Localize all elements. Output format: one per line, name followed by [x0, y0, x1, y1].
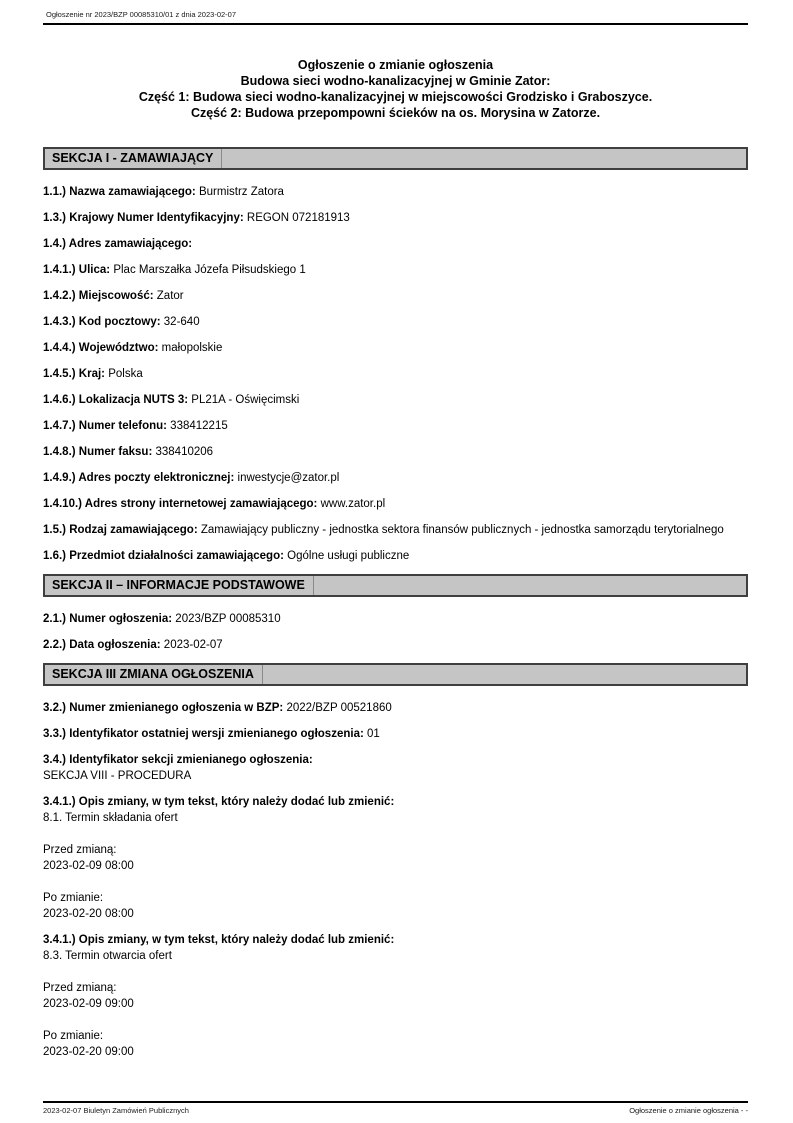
field-label: 1.4.2.) Miejscowość:: [43, 290, 154, 302]
field-1-4-2: [43, 288, 748, 304]
field-value: 01: [367, 728, 380, 740]
document-footer: [43, 1101, 748, 1115]
field-label: 1.4.9.) Adres poczty elektronicznej:: [43, 472, 235, 484]
field-1-4-1: [43, 262, 748, 278]
before-change-value: 2023-02-09 08:00: [43, 860, 134, 872]
change-description: 8.1. Termin składania ofert: [43, 812, 178, 824]
section-heading-fill: [314, 576, 746, 595]
field-2-2: [43, 637, 748, 653]
field-1-1: [43, 184, 748, 200]
section-heading-label: SEKCJA II – INFORMACJE PODSTAWOWE: [45, 576, 314, 595]
before-change-label: Przed zmianą:: [43, 844, 117, 856]
field-1-4-10: [43, 496, 748, 512]
change-description: 8.3. Termin otwarcia ofert: [43, 950, 172, 962]
field-value: 338412215: [170, 420, 228, 432]
field-label: 1.4.5.) Kraj:: [43, 368, 105, 380]
field-value: Ogólne usługi publiczne: [287, 550, 410, 562]
field-value: 32-640: [163, 316, 200, 328]
title-line-2: Budowa sieci wodno-kanalizacyjnej w Gminie Zator:: [240, 74, 551, 88]
field-label: 1.4.7.) Numer telefonu:: [43, 420, 167, 432]
field-label: 3.3.) Identyfikator ostatniej wersji zmienianego ogłoszenia:: [43, 728, 364, 740]
title-line-3: Część 1: Budowa sieci wodno-kanalizacyjnej w miejscowości Grodzisko i Graboszyce.: [138, 90, 653, 104]
section-heading-3: [43, 663, 748, 686]
field-value: Plac Marszałka Józefa Piłsudskiego 1: [113, 264, 306, 276]
field-1-4: [43, 236, 748, 252]
blank-line: [43, 964, 748, 980]
document-title: [43, 57, 748, 121]
field-label: 1.4.10.) Adres strony internetowej zamawiającego:: [43, 498, 318, 510]
field-value: 2023/BZP 00085310: [175, 613, 281, 625]
field-label: 1.4.4.) Województwo:: [43, 342, 159, 354]
field-label: 2.2.) Data ogłoszenia:: [43, 639, 161, 651]
document-header-note: Ogłoszenie nr 2023/BZP 00085310/01 z dnia 2023-02-07: [46, 10, 237, 19]
section-heading-label: SEKCJA III ZMIANA OGŁOSZENIA: [45, 665, 263, 684]
field-value: 2022/BZP 00521860: [286, 702, 392, 714]
field-value: inwestycje@zator.pl: [237, 472, 340, 484]
after-change-value: 2023-02-20 09:00: [43, 1046, 134, 1058]
footer-rule: [43, 1101, 748, 1103]
after-change-value: 2023-02-20 08:00: [43, 908, 134, 920]
field-1-6: [43, 548, 748, 564]
after-change-label: Po zmianie:: [43, 892, 104, 904]
section-heading-2: [43, 574, 748, 597]
field-label: 3.4.) Identyfikator sekcji zmienianego ogłoszenia:: [43, 754, 313, 766]
field-3-4: [43, 752, 748, 784]
field-label: 3.2.) Numer zmienianego ogłoszenia w BZP:: [43, 702, 284, 714]
field-1-4-7: [43, 418, 748, 434]
footer-left-text: 2023-02-07 Biuletyn Zamówień Publicznych: [43, 1106, 189, 1115]
section-heading-1: [43, 147, 748, 170]
field-1-3: [43, 210, 748, 226]
blank-line: [43, 874, 748, 890]
field-label: 1.4.3.) Kod pocztowy:: [43, 316, 161, 328]
before-change-label: Przed zmianą:: [43, 982, 117, 994]
field-value: 2023-02-07: [163, 639, 223, 651]
field-1-4-8: [43, 444, 748, 460]
field-value: REGON 072181913: [246, 212, 350, 224]
field-label: 3.4.1.) Opis zmiany, w tym tekst, który należy dodać lub zmienić:: [43, 934, 395, 946]
field-value: PL21A - Oświęcimski: [191, 394, 300, 406]
section-heading-fill: [222, 149, 746, 168]
field-3-3: [43, 726, 748, 742]
after-change-label: Po zmianie:: [43, 1030, 104, 1042]
section-heading-label: SEKCJA I - ZAMAWIAJĄCY: [45, 149, 222, 168]
field-1-4-4: [43, 340, 748, 356]
title-line-4: Część 2: Budowa przepompowni ścieków na os. Morysina w Zatorze.: [190, 106, 601, 120]
field-label: 1.4.) Adres zamawiającego:: [43, 238, 193, 250]
blank-line: [43, 1012, 748, 1028]
field-3-4-1-first-change: [43, 794, 748, 922]
field-1-5: [43, 522, 748, 538]
section-heading-fill: [263, 665, 746, 684]
field-label: 2.1.) Numer ogłoszenia:: [43, 613, 173, 625]
title-line-1: Ogłoszenie o zmianie ogłoszenia: [297, 58, 494, 72]
field-label: 1.1.) Nazwa zamawiającego:: [43, 186, 196, 198]
field-value: Polska: [108, 368, 143, 380]
blank-line: [43, 826, 748, 842]
field-label: 3.4.1.) Opis zmiany, w tym tekst, który należy dodać lub zmienić:: [43, 796, 395, 808]
before-change-value: 2023-02-09 09:00: [43, 998, 134, 1010]
field-value: Burmistrz Zatora: [198, 186, 284, 198]
field-label: 1.5.) Rodzaj zamawiającego:: [43, 524, 198, 536]
field-1-4-3: [43, 314, 748, 330]
field-value: Zator: [156, 290, 184, 302]
field-label: 1.4.1.) Ulica:: [43, 264, 111, 276]
field-label: 1.4.6.) Lokalizacja NUTS 3:: [43, 394, 189, 406]
field-label: 1.6.) Przedmiot działalności zamawiającego:: [43, 550, 284, 562]
field-1-4-9: [43, 470, 748, 486]
field-1-4-6: [43, 392, 748, 408]
field-value: 338410206: [155, 446, 214, 458]
field-3-4-1-second-change: [43, 932, 748, 1060]
field-label: 1.3.) Krajowy Numer Identyfikacyjny:: [43, 212, 244, 224]
header-rule: [43, 23, 748, 25]
field-label: 1.4.8.) Numer faksu:: [43, 446, 153, 458]
field-3-2: [43, 700, 748, 716]
field-2-1: [43, 611, 748, 627]
field-value: małopolskie: [161, 342, 223, 354]
field-block-line: SEKCJA VIII - PROCEDURA: [43, 770, 192, 782]
footer-right-text: Ogłoszenie o zmianie ogłoszenia - -: [629, 1106, 748, 1115]
field-1-4-5: [43, 366, 748, 382]
field-value: Zamawiający publiczny - jednostka sektora finansów publicznych - jednostka samorządu terytorialnego: [200, 524, 724, 536]
field-value: www.zator.pl: [320, 498, 386, 510]
